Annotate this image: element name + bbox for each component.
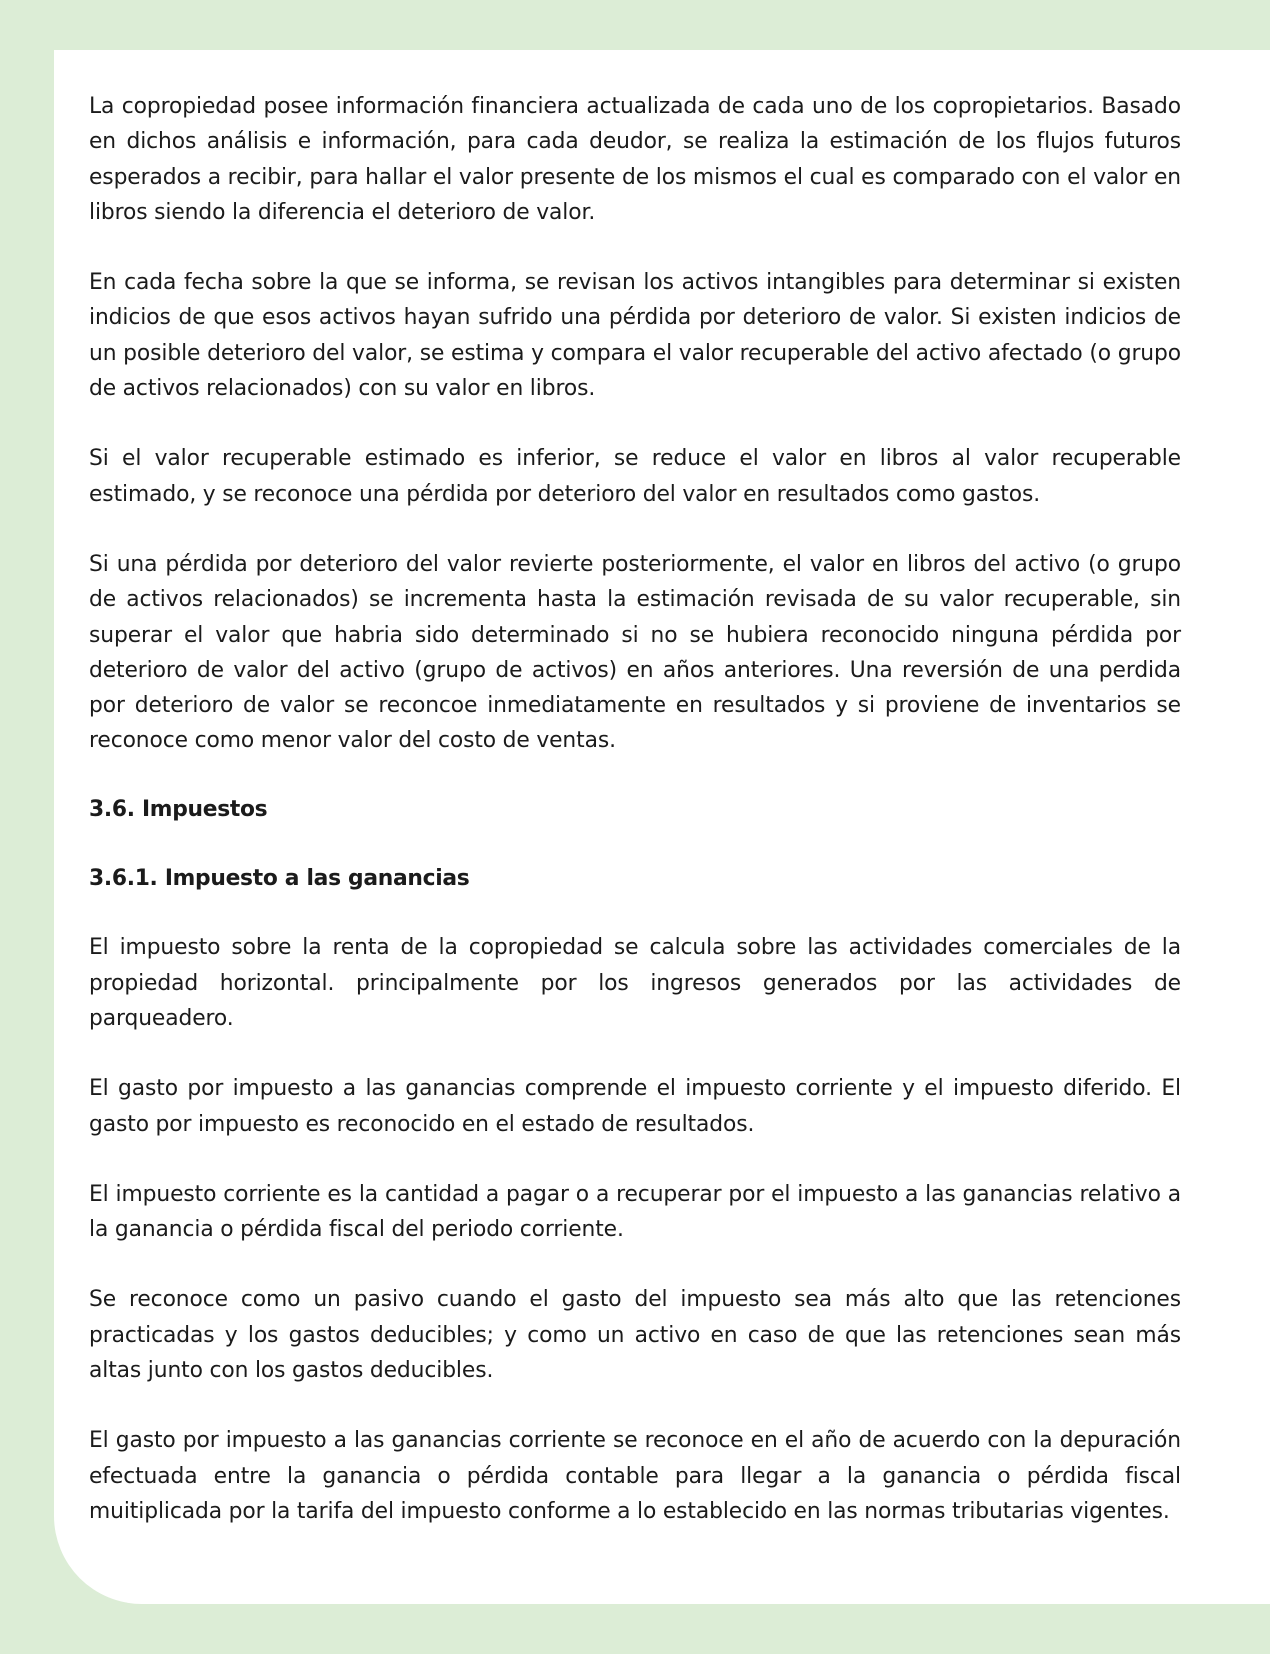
paragraph-tax-expense: El gasto por impuesto a las ganancias comprende el impuesto corriente y el impuesto diferido. El gasto por impuesto es reconocido en el estado de resultados. bbox=[89, 1076, 1181, 1137]
paragraph-impairment-reversal: Si una pérdida por deterioro del valor revierte posteriormente, el valor en libros del activo (o grupo de activos relacionados) se incrementa hasta la estimación revisada de su valor recuperable, sin superar el valor que habria sido determinado si no se hubiera reconocido ninguna pérdida por deterioro de valor del activo (grupo de activos) en años anteriores. Una reversión de una perdida por deterioro de valor se reconcoe inmediatamente en resultados y si proviene de inventarios se reconoce como menor valor del costo de ventas. bbox=[89, 551, 1181, 754]
paragraph-impairment-receivables: La copropiedad posee información financiera actualizada de cada uno de los copropietarios. Basado en dichos análisis e información, para cada deudor, se realiza la estimación de los flujos futuros esperados a recibir, para hallar el valor presente de los mismos el cual es comparado con el valor en libros siendo la diferencia el deterioro de valor. bbox=[89, 94, 1181, 225]
paragraph-income-tax-basis: El impuesto sobre la renta de la copropiedad se calcula sobre las actividades comerciales de la propiedad horizontal. principalmente por los ingresos generados por las actividades de parqueadero. bbox=[89, 935, 1181, 1031]
document-body bbox=[89, 89, 1181, 1564]
paragraph-intangible-review: En cada fecha sobre la que se informa, se revisan los activos intangibles para determinar si existen indicios de que esos activos hayan sufrido una pérdida por deterioro de valor. Si existen indicios de un posible deterioro del valor, se estima y compara el valor recuperable del activo afectado (o grupo de activos relacionados) con su valor en libros. bbox=[89, 270, 1181, 402]
paragraph-current-tax-recognition: El gasto por impuesto a las ganancias corriente se reconoce en el año de acuerdo con la depuración efectuada entre la ganancia o pérdida contable para llegar a la ganancia o pérdida fiscal muitiplicada por la tarifa del impuesto conforme a lo establecido en las normas tributarias vigentes. bbox=[89, 1428, 1181, 1524]
section-heading-taxes: 3.6. Impuestos bbox=[89, 796, 268, 822]
paragraph-impairment-loss: Si el valor recuperable estimado es inferior, se reduce el valor en libros al valor recuperable estimado, y se reconoce una pérdida por deterioro del valor en resultados como gastos. bbox=[89, 446, 1181, 507]
paragraph-liability-asset: Se reconoce como un pasivo cuando el gasto del impuesto sea más alto que las retenciones practicadas y los gastos deducibles; y como un activo en caso de que las retenciones sean más altas junto con los gastos deducibles. bbox=[89, 1287, 1181, 1384]
paragraph-current-tax: El impuesto corriente es la cantidad a pagar o a recuperar por el impuesto a las ganancias relativo a la ganancia o pérdida fiscal del periodo corriente. bbox=[89, 1181, 1181, 1243]
subsection-heading-income-tax: 3.6.1. Impuesto a las ganancias bbox=[89, 866, 470, 892]
